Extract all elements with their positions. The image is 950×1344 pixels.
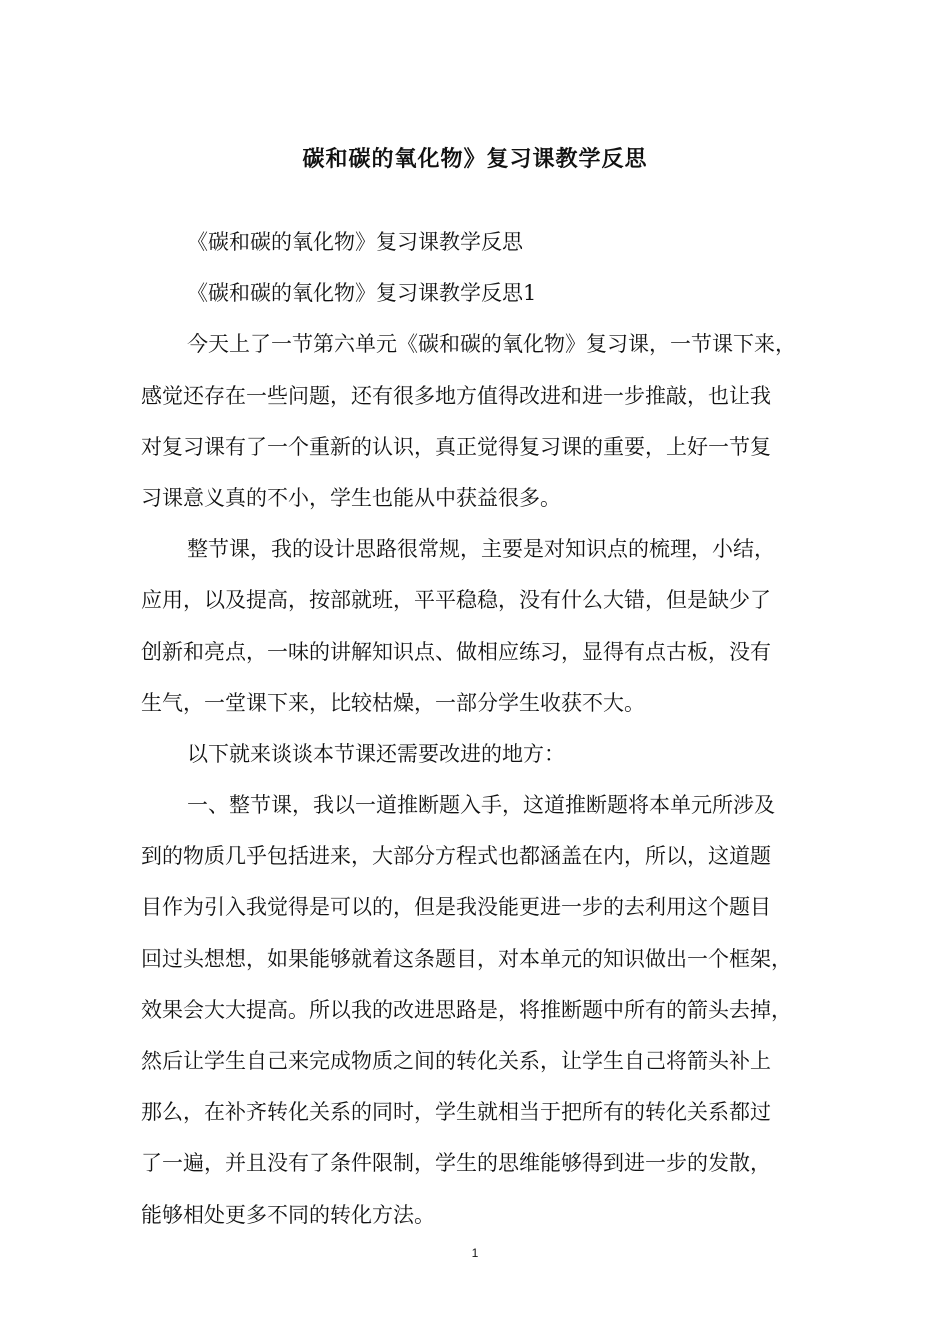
paragraph-line: 能够相处更多不同的转化方法。 bbox=[141, 1202, 435, 1227]
paragraph-line: 效果会大大提高。所以我的改进思路是，将推断题中所有的箭头去掉， bbox=[141, 997, 792, 1022]
paragraph-line: 应用，以及提高，按部就班，平平稳稳，没有什么大错，但是缺少了 bbox=[141, 588, 771, 613]
paragraph-line: 一、整节课，我以一道推断题入手，这道推断题将本单元所涉及 bbox=[187, 793, 775, 818]
paragraph-line: 到的物质几乎包括进来，大部分方程式也都涵盖在内，所以，这道题 bbox=[141, 844, 771, 869]
paragraph-line: 了一遍，并且没有了条件限制，学生的思维能够得到进一步的发散， bbox=[141, 1151, 771, 1176]
page-number: 1 bbox=[471, 1246, 479, 1260]
section-heading: 《碳和碳的氧化物》复习课教学反思1 bbox=[187, 281, 537, 306]
paragraph-line: 目作为引入我觉得是可以的，但是我没能更进一步的去利用这个题目 bbox=[141, 895, 771, 920]
paragraph-line: 对复习课有了一个重新的认识，真正觉得复习课的重要，上好一节复 bbox=[141, 434, 771, 459]
paragraph-line: 回过头想想，如果能够就着这条题目，对本单元的知识做出一个框架， bbox=[141, 946, 792, 971]
paragraph-line: 整节课，我的设计思路很常规，主要是对知识点的梳理，小结， bbox=[187, 537, 775, 562]
paragraph-line: 创新和亮点，一味的讲解知识点、做相应练习，显得有点古板，没有 bbox=[141, 639, 771, 664]
paragraph-line: 今天上了一节第六单元《碳和碳的氧化物》复习课，一节课下来， bbox=[187, 332, 796, 357]
document-title: 碳和碳的氧化物》复习课教学反思 bbox=[302, 147, 648, 172]
paragraph-line: 生气，一堂课下来，比较枯燥，一部分学生收获不大。 bbox=[141, 690, 645, 715]
document-body bbox=[141, 217, 841, 1241]
paragraph-line: 习课意义真的不小，学生也能从中获益很多。 bbox=[141, 485, 561, 510]
subtitle-line: 《碳和碳的氧化物》复习课教学反思 bbox=[187, 230, 523, 254]
paragraph-line: 以下就来谈谈本节课还需要改进的地方： bbox=[187, 741, 565, 766]
paragraph-line: 感觉还存在一些问题，还有很多地方值得改进和进一步推敲，也让我 bbox=[141, 383, 771, 408]
paragraph-line: 然后让学生自己来完成物质之间的转化关系，让学生自己将箭头补上 bbox=[141, 1049, 771, 1073]
paragraph-line: 那么，在补齐转化关系的同时，学生就相当于把所有的转化关系都过 bbox=[141, 1100, 771, 1125]
